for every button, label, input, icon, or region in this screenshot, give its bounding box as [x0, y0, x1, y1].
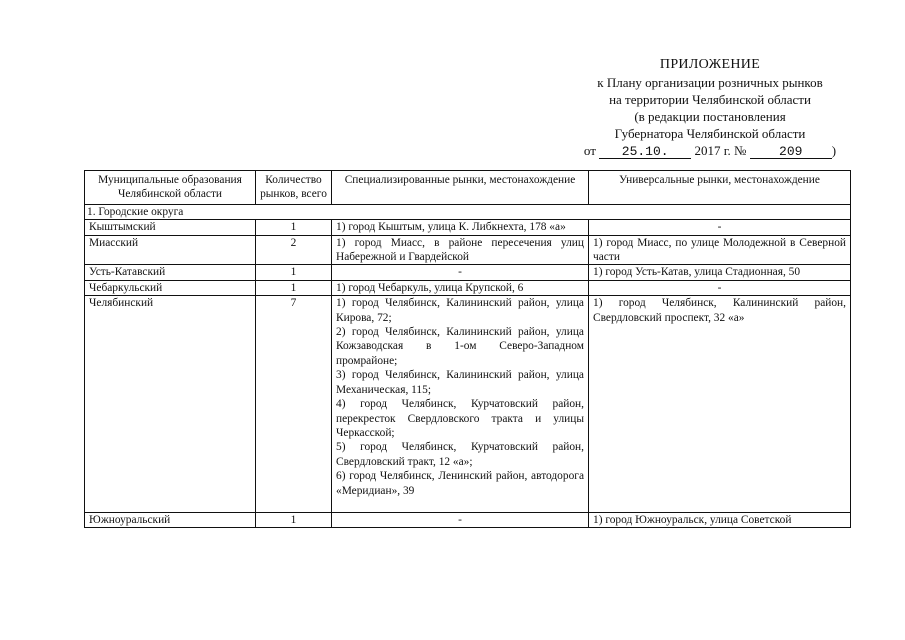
count-cell: 7 — [256, 296, 332, 513]
section-row — [85, 204, 851, 219]
universal-cell: - — [589, 220, 851, 235]
count-cell: 1 — [256, 220, 332, 235]
resolution-date: 25.10. — [599, 145, 691, 159]
specialized-item: 4) город Челябинск, Курчатовский район, перекресток Свердловского тракта и улицы Черкасской; — [336, 398, 584, 439]
appendix-title: ПРИЛОЖЕНИЕ — [659, 57, 761, 72]
municipality-cell: Чебаркульский — [85, 280, 256, 295]
specialized-item: 3) город Челябинск, Калининский район, улица Механическая, 115; — [336, 369, 584, 396]
table-row — [85, 220, 851, 235]
municipality-cell: Кыштымский — [85, 220, 256, 235]
table-row — [85, 280, 851, 295]
section-title: 1. Городские округа — [85, 204, 851, 219]
table-row — [85, 235, 851, 265]
specialized-item: 6) город Челябинск, Ленинский район, автодорога «Меридиан», 39 — [336, 470, 584, 497]
count-cell: 1 — [256, 265, 332, 280]
column-header-municipality: Муниципальные образования Челябинской области — [85, 171, 256, 205]
count-cell: 1 — [256, 280, 332, 295]
specialized-cell — [332, 296, 589, 513]
header-line-edition: (в редакции постановления — [634, 109, 786, 124]
appendix-header — [560, 56, 860, 159]
specialized-cell: - — [332, 265, 589, 280]
markets-table — [84, 170, 851, 528]
column-header-universal: Универсальные рынки, местонахождение — [589, 171, 851, 205]
table-header-row — [85, 171, 851, 205]
date-prefix: от — [583, 143, 596, 158]
municipality-cell: Южноуральский — [85, 512, 256, 527]
specialized-item: 2) город Челябинск, Калининский район, улица Кожзаводская в 1-ом Северо-Западном промрайоне; — [336, 326, 584, 367]
specialized-cell: 1) город Кыштым, улица К. Либкнехта, 178 «а» — [332, 220, 589, 235]
table-row — [85, 265, 851, 280]
table-row — [85, 296, 851, 513]
specialized-cell: - — [332, 512, 589, 527]
header-line-region: на территории Челябинской области — [609, 92, 811, 107]
resolution-number: 209 — [750, 145, 832, 159]
count-cell: 2 — [256, 235, 332, 265]
header-line-plan: к Плану организации розничных рынков — [597, 75, 823, 90]
universal-cell: - — [589, 280, 851, 295]
closing-paren: ) — [831, 143, 837, 158]
resolution-date-line — [560, 142, 860, 159]
municipality-cell: Миасский — [85, 235, 256, 265]
specialized-cell: 1) город Чебаркуль, улица Крупской, 6 — [332, 280, 589, 295]
municipality-cell: Челябинский — [85, 296, 256, 513]
header-line-governor: Губернатора Челябинской области — [614, 126, 806, 141]
column-header-specialized: Специализированные рынки, местонахождение — [332, 171, 589, 205]
specialized-cell: 1) город Миасс, в районе пересечения улиц Набережной и Гвардейской — [332, 235, 589, 265]
universal-cell: 1) город Усть-Катав, улица Стадионная, 50 — [589, 265, 851, 280]
year-and-number-label: 2017 г. № — [694, 143, 747, 158]
specialized-item: 1) город Челябинск, Калининский район, улица Кирова, 72; — [336, 297, 584, 324]
universal-cell: 1) город Южноуральск, улица Советской — [589, 512, 851, 527]
universal-cell: 1) город Челябинск, Калининский район, Свердловский проспект, 32 «а» — [589, 296, 851, 513]
cell-spacer — [336, 498, 584, 512]
universal-cell: 1) город Миасс, по улице Молодежной в Северной части — [589, 235, 851, 265]
column-header-count: Количество рынков, всего — [256, 171, 332, 205]
table-row — [85, 512, 851, 527]
municipality-cell: Усть-Катавский — [85, 265, 256, 280]
specialized-item: 5) город Челябинск, Курчатовский район, Свердловский тракт, 12 «а»; — [336, 441, 584, 468]
count-cell: 1 — [256, 512, 332, 527]
